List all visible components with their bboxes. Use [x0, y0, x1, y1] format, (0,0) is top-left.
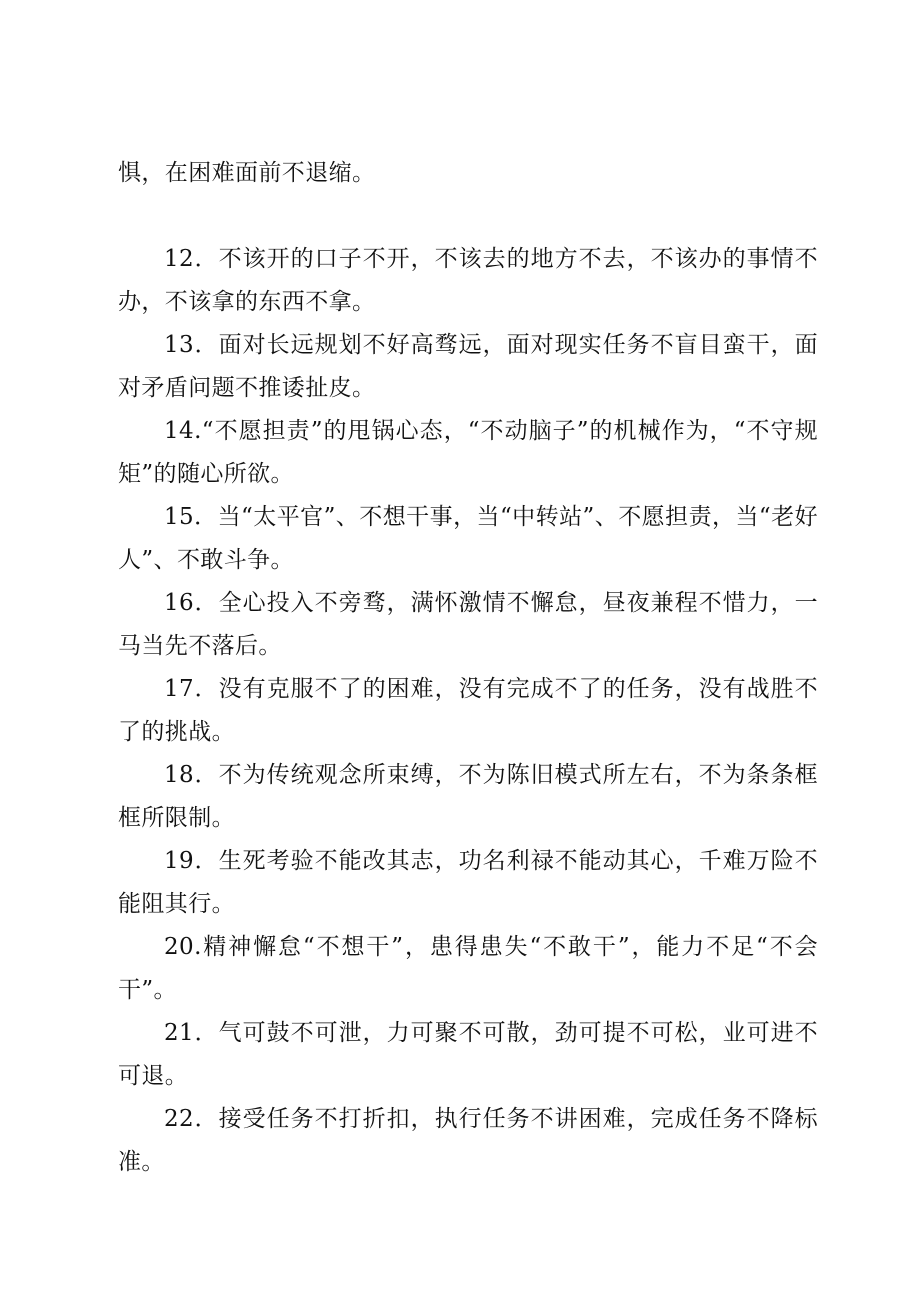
list-item-18: 18．不为传统观念所束缚，不为陈旧模式所左右，不为条条框框所限制。	[118, 762, 818, 831]
list-item-14: 14.“不愿担责”的甩锅心态，“不动脑子”的机械作为，“不守规矩”的随心所欲。	[118, 418, 818, 487]
list-item-13: 13．面对长远规划不好高骛远，面对现实任务不盲目蛮干，面对矛盾问题不推诿扯皮。	[118, 332, 818, 401]
list-item-12: 12．不该开的口子不开，不该去的地方不去，不该办的事情不办，不该拿的东西不拿。	[118, 246, 818, 315]
list-item-17: 17．没有克服不了的困难，没有完成不了的任务，没有战胜不了的挑战。	[118, 676, 818, 745]
list-item-19: 19．生死考验不能改其志，功名利禄不能动其心，千难万险不能阻其行。	[118, 848, 818, 917]
list-item-21: 21．气可鼓不可泄，力可聚不可散，劲可提不可松，业可进不可退。	[118, 1020, 818, 1089]
list-item-16: 16．全心投入不旁骛，满怀激情不懈怠，昼夜兼程不惜力，一马当先不落后。	[118, 590, 818, 659]
paragraph-continuation: 惧，在困难面前不退缩。	[118, 160, 376, 186]
list-item-20: 20.精神懈怠“不想干”，患得患失“不敢干”，能力不足“不会干”。	[118, 934, 818, 1003]
list-item-22: 22．接受任务不打折扣，执行任务不讲困难，完成任务不降标准。	[118, 1106, 818, 1175]
document-body	[118, 152, 818, 1184]
list-item-15: 15．当“太平官”、不想干事，当“中转站”、不愿担责，当“老好人”、不敢斗争。	[118, 504, 818, 573]
